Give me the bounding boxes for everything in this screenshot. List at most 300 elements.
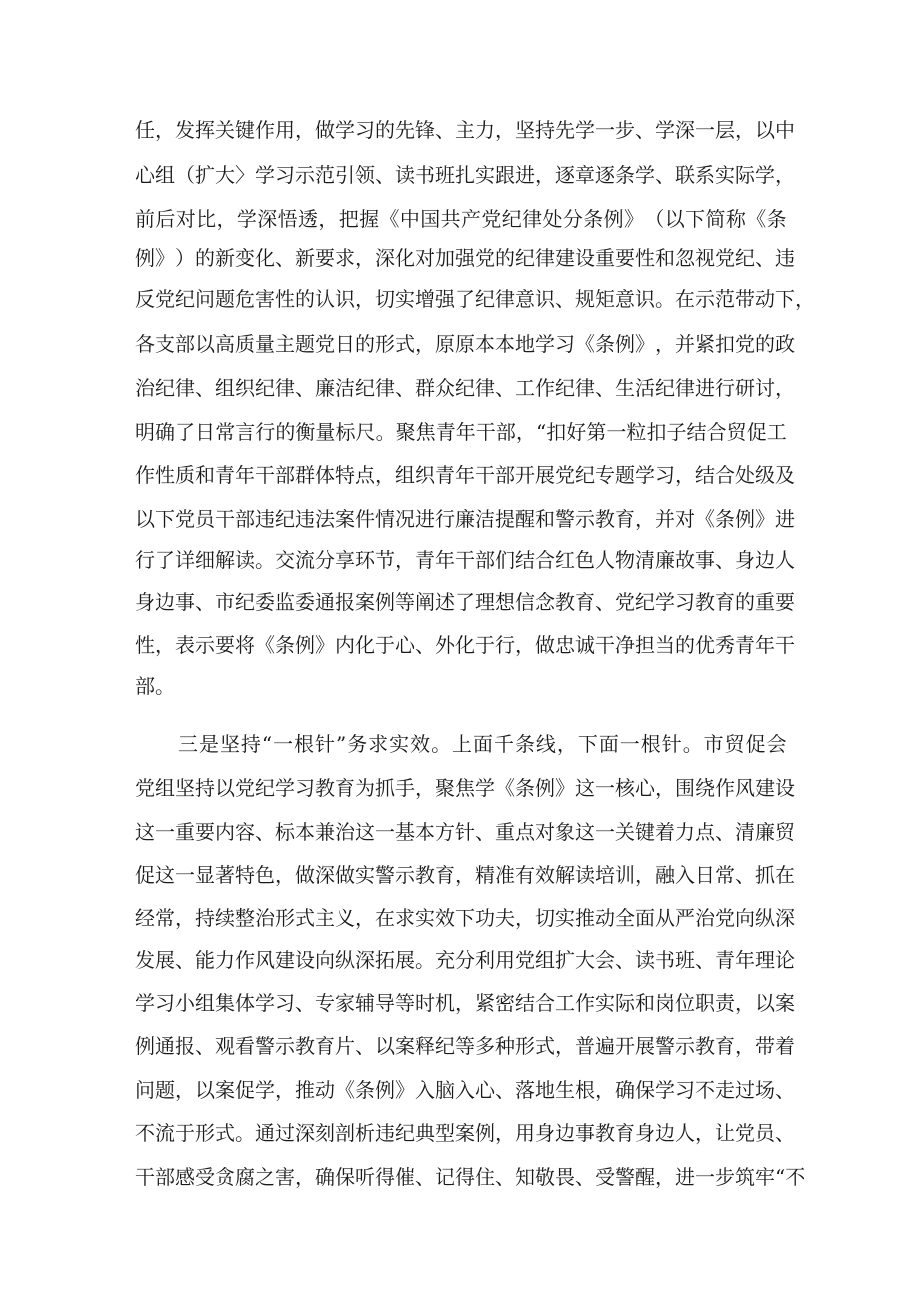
text-char: 深 [675,118,695,142]
text-char: 班 [675,948,695,972]
text-char: 合 [535,991,555,1015]
text-line [0,207,920,231]
text-char: 年 [735,948,755,972]
text-char: 下 [775,287,795,311]
text-char: 支 [155,332,175,356]
text-char: 学 [535,332,555,356]
text-char: 焦 [415,420,436,444]
text-char: 学 [655,118,675,142]
text-char: 加 [435,246,455,270]
text-char: 对 [535,820,555,844]
text-char: 忠 [555,633,575,657]
text-char: 得 [455,1165,475,1189]
text-char: 催 [395,1165,415,1189]
text-char: 部 [235,507,255,531]
text-char: ， [318,207,339,231]
text-char: 点 [515,820,535,844]
text-char: 千 [493,732,514,756]
text-char: 持 [195,906,215,930]
text-char: 整 [235,906,255,930]
text-char: 监 [275,590,295,614]
text-char: 群 [415,376,435,400]
text-char: ， [295,118,315,142]
text-char: 组 [155,776,175,800]
text-char: 习 [275,163,295,187]
text-char: 生 [555,1078,575,1102]
text-char: 关 [215,118,235,142]
text-char: 学 [655,590,675,614]
text-char: 干 [255,463,275,487]
text-char: 身 [735,548,755,572]
text-char: 充 [435,948,455,972]
text-char: 纪 [155,376,175,400]
text-char: ， [635,863,655,887]
text-char: 要 [775,590,795,614]
text-char: 新 [295,246,315,270]
text-char: 进 [515,163,535,187]
text-char: 、 [735,863,755,887]
text-char: 扣 [646,420,667,444]
text-char: 育 [615,507,635,531]
text-char: 习 [675,590,695,614]
text-char: 。 [431,732,452,756]
text-char: 展 [395,948,415,972]
text-char: 衡 [295,420,316,444]
text-char: （ [644,207,665,231]
text-char: ， [175,1078,195,1102]
text-char: 边 [155,590,175,614]
text-char: 建 [275,948,295,972]
text-char: 边 [555,1121,575,1145]
text-char: 意 [515,287,535,311]
text-char: 务 [347,732,368,756]
text-char: 、 [295,991,315,1015]
text-char: 纪 [575,463,595,487]
text-char: 进 [775,507,795,531]
text-line [0,332,920,356]
text-char: 跟 [495,163,515,187]
text-char: 面 [635,906,655,930]
text-char: 受 [595,1165,615,1189]
text-char: 方 [435,820,455,844]
text-char: 在 [775,863,795,887]
text-char: 《 [495,776,515,800]
text-line [0,463,920,487]
text-char: ， [775,163,795,187]
text-char: 工 [555,991,575,1015]
text-char: “ [261,732,273,756]
text-char: 内 [335,633,355,657]
text-char: 是 [198,732,219,756]
text-char: ， [415,776,435,800]
text-char: 、 [175,948,195,972]
text-char: 行 [255,420,276,444]
text-char: 认 [315,287,335,311]
text-char: 家 [335,991,355,1015]
text-char: 矩 [595,287,615,311]
text-char: 做 [315,118,335,142]
text-char: 量 [315,420,336,444]
text-char: 确 [615,1078,635,1102]
text-char: 纪 [735,246,755,270]
text-char: 育 [575,590,595,614]
text-char: 对 [675,507,695,531]
text-char: 部 [175,332,195,356]
text-char: 事 [575,1121,595,1145]
text-char: 、 [775,1078,795,1102]
text-char: 律 [535,246,555,270]
text-char: 、 [495,1078,515,1102]
text-char: 案 [215,1078,235,1102]
text-char: 这 [575,820,595,844]
text-char: 国 [420,207,441,231]
text-line [0,863,920,887]
text-char: 日 [195,420,216,444]
text-char: 融 [655,863,675,887]
text-line [0,1121,920,1145]
text-char: 并 [655,507,675,531]
text-char: 》 [755,507,775,531]
text-char: 一 [595,776,615,800]
text-char: 识 [335,287,355,311]
text-char: 例 [135,1034,155,1058]
text-char: 组 [155,163,175,187]
text-char: 《 [575,332,595,356]
text-char: “ [775,1165,786,1189]
text-char: ” [335,732,347,756]
text-char: 针 [315,732,336,756]
text-char: 、 [575,1165,595,1189]
text-char: 风 [735,776,755,800]
text-char: 大 [575,948,595,972]
text-char: 教 [595,507,615,531]
text-char: 纪 [235,590,255,614]
text-char: 开 [615,1034,635,1058]
text-char: 报 [175,1034,195,1058]
text-char: 党 [735,332,755,356]
text-char: 色 [255,863,275,887]
text-line [0,590,920,614]
text-char: 手 [395,776,415,800]
text-char: 简 [705,207,726,231]
text-char: 《 [695,507,715,531]
text-char: ， [216,207,237,231]
text-char: 了 [455,287,475,311]
text-char: 风 [255,948,275,972]
text-char: 学 [135,991,155,1015]
text-char: 关 [615,820,635,844]
text-char: 一 [595,118,615,142]
text-char: 读 [395,163,415,187]
text-line [0,732,920,756]
text-char: 学 [475,776,495,800]
text-char: 忽 [675,246,695,270]
text-char: 本 [495,332,515,356]
text-char: 兼 [315,820,335,844]
text-char: 。 [255,548,275,572]
text-char: 三 [178,732,198,756]
text-char: 题 [155,1078,175,1102]
text-char: 交 [275,548,295,572]
text-char: 对 [175,207,196,231]
text-char: 刻 [315,1121,335,1145]
text-char: 训 [615,863,635,887]
text-char: 会 [595,948,615,972]
text-char: 精 [475,863,495,887]
text-char: 工 [766,420,787,444]
text-char: 围 [675,776,695,800]
text-char: 合 [706,420,727,444]
text-char: 示 [275,1034,295,1058]
text-char: ， [795,287,815,311]
text-char: 纵 [335,948,355,972]
text-char: 向 [735,906,755,930]
text-char: 入 [455,1078,475,1102]
text-char: ， [455,991,475,1015]
text-char: 党 [175,507,195,531]
text-char: 观 [215,1034,235,1058]
text-char: 带 [755,1034,775,1058]
text-char: 教 [555,590,575,614]
text-char: 例 [615,332,635,356]
text-char: 教 [695,1034,715,1058]
text-char: 况 [395,507,415,531]
text-char: 保 [635,1078,655,1102]
text-char: 多 [475,1034,495,1058]
text-char: 以 [195,332,215,356]
text-char: 分 [455,948,475,972]
text-char: ， [155,633,175,657]
text-char: 一 [619,732,640,756]
text-char: ， [735,991,755,1015]
text-char: 形 [195,1121,215,1145]
text-char: 绕 [695,776,715,800]
text-char: 和 [535,507,555,531]
text-char: 象 [555,820,575,844]
text-char: 习 [555,332,575,356]
text-char: 确 [155,420,176,444]
text-char: ， [495,1121,515,1145]
text-char: 内 [215,820,235,844]
text-char: 职 [695,991,715,1015]
text-char: 日 [695,863,715,887]
text-char: 违 [295,507,315,531]
text-char: 高 [215,332,235,356]
text-char: 下 [577,732,598,756]
text-char: 一 [273,732,294,756]
text-char: 先 [395,118,415,142]
text-char: 日 [335,332,355,356]
text-char: ， [515,420,536,444]
text-char: 书 [655,948,675,972]
text-char: 学 [635,163,655,187]
text-char: 做 [335,863,355,887]
text-char: 扣 [546,420,567,444]
text-char: 释 [415,1034,435,1058]
text-char: 实 [595,991,615,1015]
text-char: 、 [555,287,575,311]
text-char: 夫 [495,906,515,930]
text-char: 看 [235,1034,255,1058]
text-char: 过 [735,1078,755,1102]
text-char: 促 [135,863,155,887]
text-char: ， [275,1078,295,1102]
text-char: 廉 [655,548,675,572]
text-char: 题 [295,332,315,356]
text-char: 步 [715,1165,735,1189]
text-char: 纪 [555,376,575,400]
text-line [0,1165,920,1189]
text-char: 层 [715,118,735,142]
text-char: 求 [335,246,355,270]
text-char: 键 [635,820,655,844]
text-char: 深 [315,863,335,887]
text-char: 纵 [755,906,775,930]
text-char: 切 [375,287,395,311]
text-char: 党 [481,207,502,231]
text-char: 这 [135,820,155,844]
text-char: 例 [475,1121,495,1145]
text-char: 小 [175,991,195,1015]
text-char: 、 [495,1165,515,1189]
text-char: 纪 [435,1034,455,1058]
text-char: “ [535,420,547,444]
text-char: 这 [155,863,175,887]
text-char: 式 [215,1121,235,1145]
text-char: 牢 [755,1165,775,1189]
text-char: 、 [655,163,675,187]
text-char: 中 [399,207,420,231]
text-char: 人 [675,1121,695,1145]
text-char: 有 [515,863,535,887]
text-char: 心 [395,633,415,657]
text-char: 知 [515,1165,535,1189]
text-char: 教 [415,863,435,887]
text-char: ， [735,1034,755,1058]
text-char: ， [655,332,675,356]
text-char: 以 [755,118,775,142]
text-char: 育 [615,1121,635,1145]
text-char: 性 [135,633,155,657]
text-char: 设 [575,246,595,270]
text-char: 准 [495,863,515,887]
text-char: 坚 [219,732,240,756]
text-line [0,287,920,311]
text-char: 年 [455,463,475,487]
text-char: 走 [715,1078,735,1102]
text-char: 根 [640,732,661,756]
text-char: 意 [615,287,635,311]
text-char: 。 [655,287,675,311]
text-char: 保 [335,1165,355,1189]
text-char: 学 [275,776,295,800]
text-char: 。 [682,732,703,756]
text-char: 教 [295,1034,315,1058]
text-char: ， [515,906,535,930]
text-char: 听 [355,1165,375,1189]
text-char: 持 [195,776,215,800]
text-char: 育 [715,590,735,614]
text-char: 部 [475,548,495,572]
text-char: 青 [715,948,735,972]
text-char: 习 [675,1078,695,1102]
text-char: 主 [315,906,335,930]
text-char: 本 [475,332,495,356]
text-char: 育 [435,863,455,887]
text-char: 织 [235,376,255,400]
text-char: 组 [395,463,415,487]
text-char: 部 [495,463,515,487]
text-char: ， [555,1034,575,1058]
text-char: 形 [515,1034,535,1058]
text-char: 实 [389,732,410,756]
text-char: ， [375,463,395,487]
text-char: 化 [255,246,275,270]
text-char: 式 [295,906,315,930]
text-char: 根 [575,1078,595,1102]
text-char: 型 [435,1121,455,1145]
text-char: 紧 [475,991,495,1015]
text-char: 原 [455,332,475,356]
text-char: 担 [635,633,655,657]
text-char: 住 [475,1165,495,1189]
text-char: 市 [215,590,235,614]
text-line [0,820,920,844]
text-char: 党 [235,776,255,800]
text-char: 红 [555,548,575,572]
text-char: 和 [655,246,675,270]
text-char: 故 [675,548,695,572]
text-char: 条 [583,207,604,231]
text-char: 的 [275,420,296,444]
text-char: 对 [415,246,435,270]
text-char: 及 [775,463,795,487]
text-char: 上 [452,732,473,756]
text-char: 力 [475,118,495,142]
text-char: 坚 [515,118,535,142]
text-char: 通 [155,1034,175,1058]
text-char: 活 [635,376,655,400]
text-char: 一 [606,420,627,444]
text-char: 示 [575,507,595,531]
text-char: 和 [635,991,655,1015]
text-char: ， [175,906,195,930]
text-char: 等 [455,1034,475,1058]
text-char: ， [355,287,375,311]
text-char: 织 [415,463,435,487]
text-char: 洁 [335,376,355,400]
text-char: 工 [515,376,535,400]
text-char: 带 [735,287,755,311]
text-char: 一 [155,820,175,844]
text-char: 治 [255,906,275,930]
text-char: 纪 [501,207,522,231]
text-char: 党 [715,246,735,270]
text-char: 《 [335,1078,355,1102]
text-char: 色 [575,548,595,572]
text-char: 视 [695,246,715,270]
text-char: ， [415,332,435,356]
text-char: 条 [355,1078,375,1102]
text-char: 理 [755,948,775,972]
text-char: 畏 [555,1165,575,1189]
text-char: 动 [755,287,775,311]
text-char: 中 [775,118,795,142]
text-char: 了 [155,548,175,572]
text-char: 进 [695,376,715,400]
text-char: 的 [355,332,375,356]
text-char: 和 [195,463,215,487]
